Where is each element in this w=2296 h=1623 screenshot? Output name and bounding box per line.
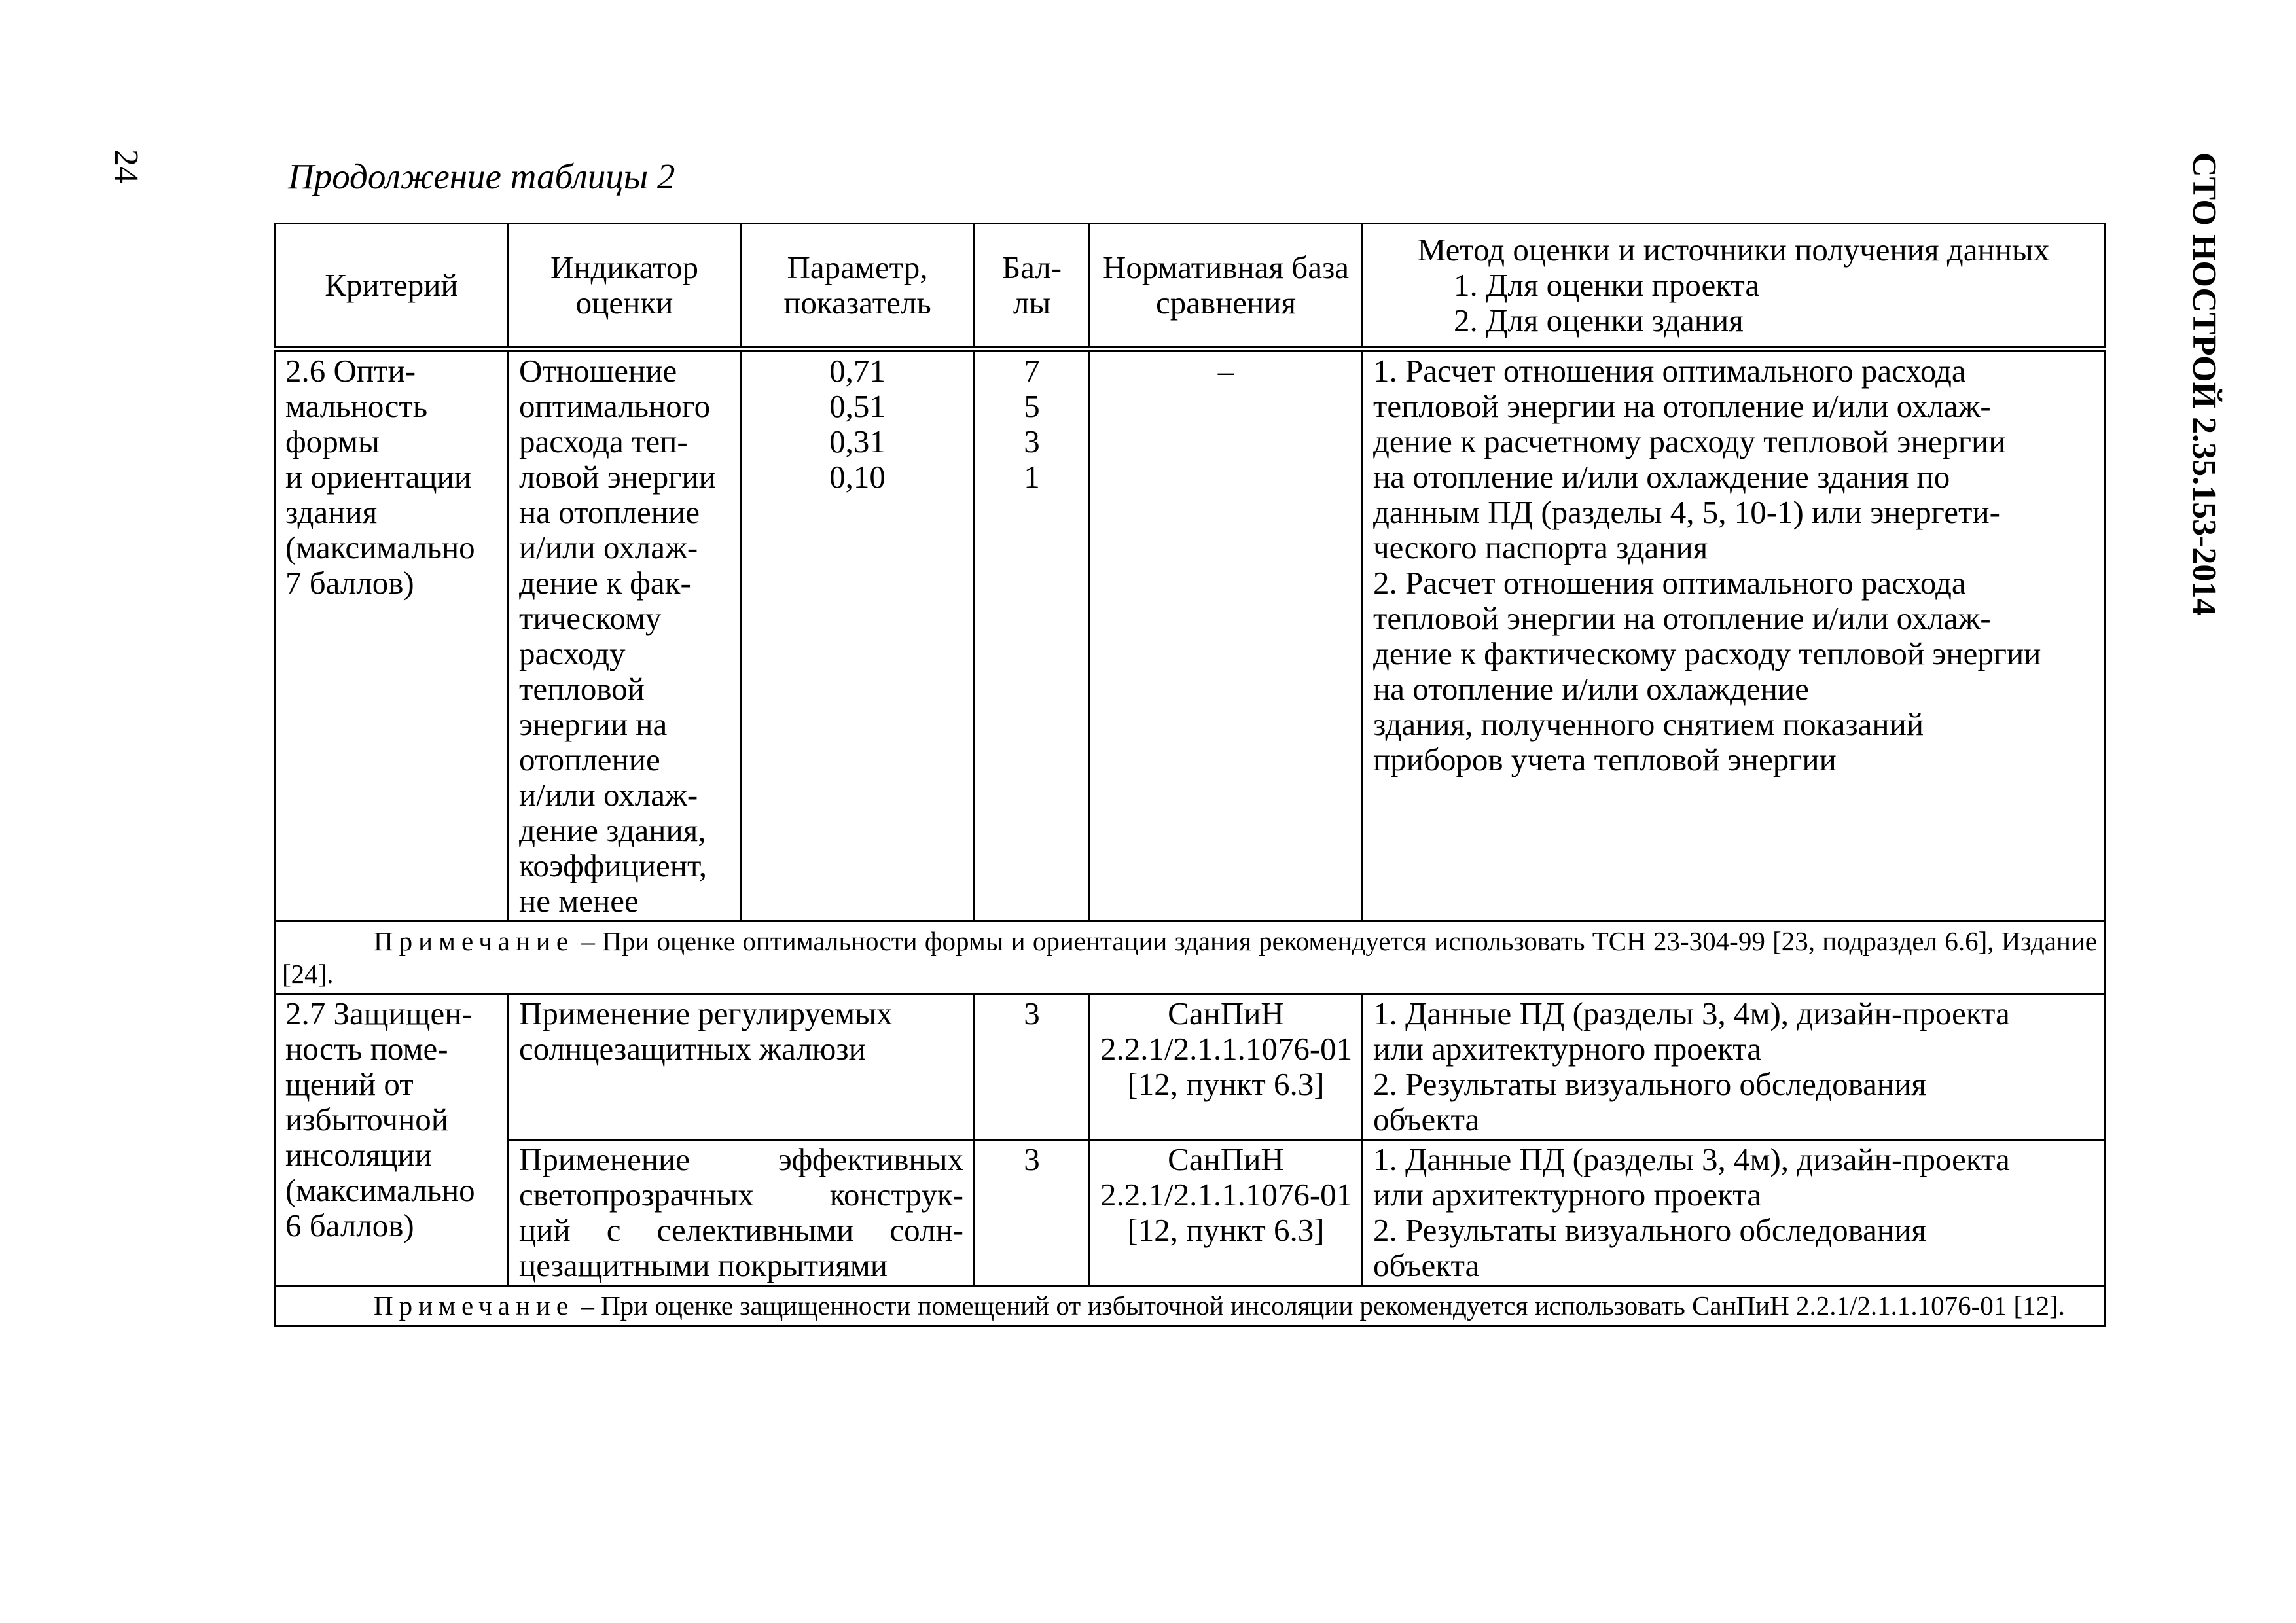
header-indicator: Индикатор оценки [509, 224, 741, 349]
note-text: – При оценке оптимальности формы и ориентации здания рекомендуется использовать ТСН 23-304-99 [23, подраздел 6.6], Издание [24]. [282, 926, 2097, 989]
cell-indicator [509, 994, 975, 1140]
text-line: данным ПД (разделы 4, 5, 10-1) или энергети- [1373, 494, 2000, 530]
text-line: здания, полученного снятием показаний [1373, 706, 1924, 742]
text-line: светопрозрачных конструк- [519, 1177, 963, 1213]
text-line: формы [285, 423, 380, 459]
text-line: [12, пункт 6.3] [1127, 1066, 1325, 1102]
header-method-title: Метод оценки и источники получения данных [1417, 232, 2050, 268]
text-line: избыточной [285, 1101, 449, 1137]
cell-norm-base: – [1090, 349, 1363, 921]
text-line: объекта [1373, 1101, 1480, 1137]
text-line: 2. Расчет отношения оптимального расхода [1373, 565, 1966, 601]
text-line: [12, пункт 6.3] [1127, 1212, 1325, 1248]
text-line: на отопление и/или охлаждение здания по [1373, 459, 1950, 495]
points-value: 1 [1024, 459, 1040, 495]
text-line: мальность [285, 388, 428, 424]
text-line: 7 баллов) [285, 565, 414, 601]
header-parameter: Параметр, показатель [741, 224, 975, 349]
header-norm-base: Нормативная база сравнения [1090, 224, 1363, 349]
cell-parameter [741, 349, 975, 921]
text-line: расходу [519, 635, 626, 671]
header-method-item: 2. Для оценки здания [1454, 302, 1744, 338]
points-value: 7 [1024, 353, 1040, 389]
text-line: приборов учета тепловой энергии [1373, 741, 1837, 777]
text-line: тепловой [519, 671, 645, 707]
cell-method [1363, 349, 2105, 921]
note-text: – При оценке защищенности помещений от избыточной инсоляции рекомендуется использовать СанПиН 2.2.1/2.1.1.1076-01 [12]. [574, 1291, 2066, 1321]
text-line: оптимального [519, 388, 711, 424]
text-line: 2.2.1/2.1.1.1076-01 [1100, 1177, 1353, 1213]
cell-points [975, 349, 1090, 921]
cell-indicator [509, 1140, 975, 1286]
text-line: или архитектурного проекта [1373, 1177, 1762, 1213]
text-line: расхода теп- [519, 423, 688, 459]
text-line: 2.6 Опти- [285, 353, 416, 389]
header-method-item: 1. Для оценки проекта [1454, 267, 1760, 303]
parameter-value: 0,71 [829, 353, 886, 389]
text-line: или архитектурного проекта [1373, 1031, 1762, 1067]
document-code: СТО НОСТРОЙ 2.35.153-2014 [2185, 152, 2223, 616]
note-label: Примечание [374, 926, 575, 956]
text-line: не менее [519, 883, 639, 919]
text-line: Применение регулируемых [519, 995, 893, 1031]
parameter-value: 0,10 [829, 459, 886, 495]
criteria-table [274, 223, 2106, 1327]
table-note-row [275, 921, 2105, 994]
page-number: 24 [107, 149, 145, 183]
text-line: СанПиН [1168, 995, 1284, 1031]
table-header-row [275, 224, 2105, 349]
text-line: ность поме- [285, 1031, 448, 1067]
text-line: (максимально [285, 529, 475, 565]
parameter-value: 0,51 [829, 388, 886, 424]
cell-criterion [275, 349, 509, 921]
text-line: тепловой энергии на отопление и/или охлаж- [1373, 388, 1991, 424]
text-line: 2.7 Защищен- [285, 995, 473, 1031]
note-insolation [275, 1286, 2105, 1326]
parameter-value: 0,31 [829, 423, 886, 459]
text-line: коэффициент, [519, 847, 707, 883]
table-caption: Продолжение таблицы 2 [288, 156, 675, 196]
note-label: Примечание [374, 1291, 575, 1321]
cell-points: 3 [975, 1140, 1090, 1286]
text-line: дение здания, [519, 812, 706, 848]
text-line: дение к фак- [519, 565, 691, 601]
cell-method [1363, 994, 2105, 1140]
table-row-2-6 [275, 349, 2105, 921]
header-method [1363, 224, 2105, 349]
text-line: 6 баллов) [285, 1207, 414, 1243]
text-line: тепловой энергии на отопление и/или охлаж- [1373, 600, 1991, 636]
cell-points: 3 [975, 994, 1090, 1140]
table-note-row [275, 1286, 2105, 1326]
text-line: объекта [1373, 1247, 1480, 1283]
text-line: и ориентации [285, 459, 472, 495]
cell-indicator [509, 349, 741, 921]
cell-norm-base [1090, 994, 1363, 1140]
header-criterion: Критерий [275, 224, 509, 349]
cell-criterion [275, 994, 509, 1286]
text-line: на отопление [519, 494, 700, 530]
cell-norm-base [1090, 1140, 1363, 1286]
text-line: и/или охлаж- [519, 777, 698, 813]
text-line: энергии на [519, 706, 668, 742]
header-points: Бал- лы [975, 224, 1090, 349]
points-value: 3 [1024, 423, 1040, 459]
text-line: ческого паспорта здания [1373, 529, 1708, 565]
text-line: ловой энергии [519, 459, 716, 495]
text-line: (максимально [285, 1172, 475, 1208]
text-line: цезащитными покрытиями [519, 1247, 888, 1283]
text-line: 2. Результаты визуального обследования [1373, 1066, 1926, 1102]
text-line: здания [285, 494, 378, 530]
text-line: ций с селективными солн- [519, 1212, 963, 1248]
table-row-2-7-b [275, 1140, 2105, 1286]
table-row-2-7-a [275, 994, 2105, 1140]
cell-method [1363, 1140, 2105, 1286]
text-line: солнцезащитных жалюзи [519, 1031, 866, 1067]
text-line: дение к фактическому расходу тепловой энергии [1373, 635, 2041, 671]
text-line: СанПиН [1168, 1141, 1284, 1177]
text-line: тическому [519, 600, 662, 636]
text-line: 1. Данные ПД (разделы 3, 4м), дизайн-проекта [1373, 995, 2010, 1031]
text-line: 2.2.1/2.1.1.1076-01 [1100, 1031, 1353, 1067]
text-line: щений от [285, 1066, 414, 1102]
text-line: на отопление и/или охлаждение [1373, 671, 1809, 707]
text-line: дение к расчетному расходу тепловой энергии [1373, 423, 2006, 459]
text-line: 1. Данные ПД (разделы 3, 4м), дизайн-проекта [1373, 1141, 2010, 1177]
text-line: отопление [519, 741, 660, 777]
text-line: Отношение [519, 353, 677, 389]
note-optimality [275, 921, 2105, 994]
text-line: Применение эффективных [519, 1141, 963, 1177]
points-value: 5 [1024, 388, 1040, 424]
text-line: инсоляции [285, 1137, 432, 1173]
text-line: 1. Расчет отношения оптимального расхода [1373, 353, 1966, 389]
text-line: и/или охлаж- [519, 529, 698, 565]
text-line: 2. Результаты визуального обследования [1373, 1212, 1926, 1248]
